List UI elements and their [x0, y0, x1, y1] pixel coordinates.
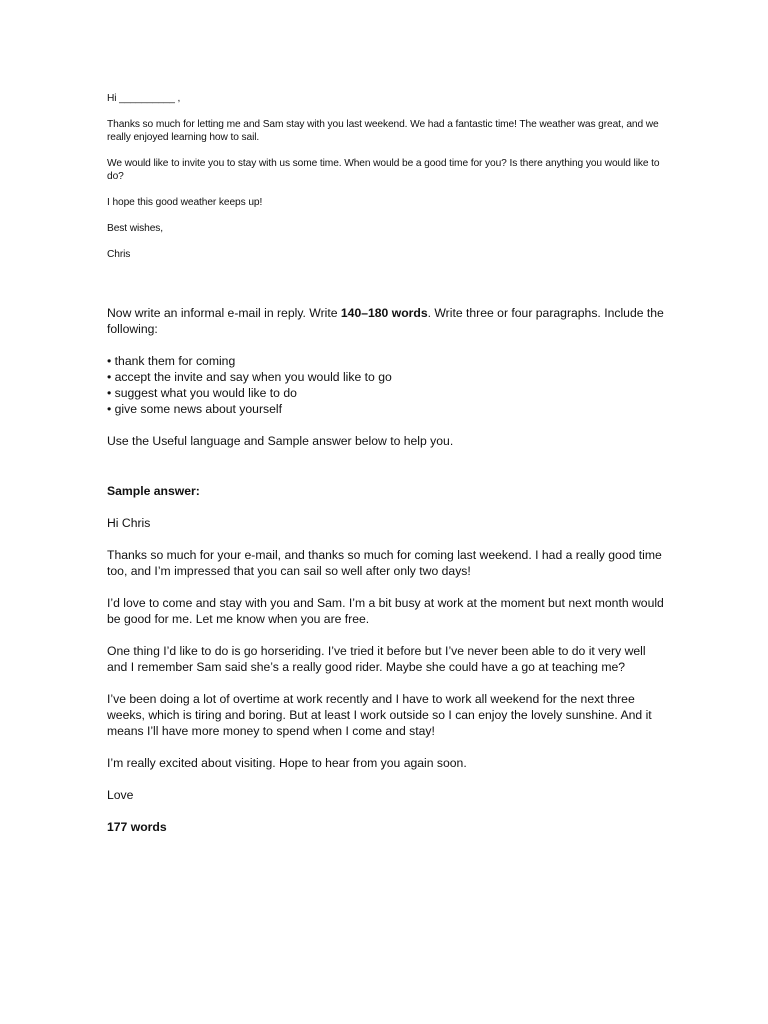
task-word-count: 140–180 words: [340, 306, 428, 320]
email-paragraph-3: I hope this good weather keeps up!: [107, 197, 263, 208]
task-instructions: [107, 305, 667, 337]
task-bullet: • accept the invite and say when you would like to go: [107, 370, 392, 384]
sample-paragraph: I’ve been doing a lot of overtime at work recently and I have to work all weekend for the next three weeks, which is tiring and boring. But at least I work outside so I can enjoy the lovely sunshine. And it means I’ll have more money to spend when I come and stay!: [107, 692, 652, 738]
sample-greeting: Hi Chris: [107, 516, 151, 530]
email-paragraph-1: Thanks so much for letting me and Sam stay with you last weekend. We had a fantastic time! The weather was great, and we really enjoyed learning how to sail.: [107, 119, 659, 143]
sample-paragraph: I’m really excited about visiting. Hope to hear from you again soon.: [107, 756, 467, 770]
email-sender-name: Chris: [107, 249, 131, 260]
email-greeting: Hi __________ ,: [107, 93, 181, 104]
email-signoff: Best wishes,: [107, 223, 163, 234]
task-bullet: • give some news about yourself: [107, 402, 282, 416]
section-spacer: [107, 465, 667, 483]
sample-paragraph: Thanks so much for your e-mail, and thanks so much for coming last weekend. I had a really good time too, and I’m impressed that you can sail so well after only two days!: [107, 548, 662, 578]
task-intro-before: Now write an informal e-mail in reply. Write: [107, 306, 341, 320]
received-email: [107, 92, 667, 274]
email-paragraph-2: We would like to invite you to stay with us some time. When would be a good time for you? Is there anything you would like to do?: [107, 158, 660, 182]
task-bullet: • thank them for coming: [107, 354, 236, 368]
task-bullet-list: [107, 353, 667, 417]
sample-paragraph: I’d love to come and stay with you and Sam. I’m a bit busy at work at the moment but next month would be good for me. Let me know when you are free.: [107, 596, 664, 626]
task-help-text: Use the Useful language and Sample answer below to help you.: [107, 434, 454, 448]
task-bullet: • suggest what you would like to do: [107, 386, 297, 400]
task-intro-after: . Write three or four paragraphs. Include the following:: [107, 306, 664, 336]
sample-paragraph: One thing I’d like to do is go horseriding. I’ve tried it before but I’ve never been able to do it very well and I remember Sam said she’s a really good rider. Maybe she could have a go at teaching me?: [107, 644, 646, 674]
sample-heading: Sample answer:: [107, 484, 200, 498]
sample-word-count: 177 words: [107, 820, 167, 834]
sample-signoff: Love: [107, 788, 134, 802]
task-section: [107, 305, 667, 851]
